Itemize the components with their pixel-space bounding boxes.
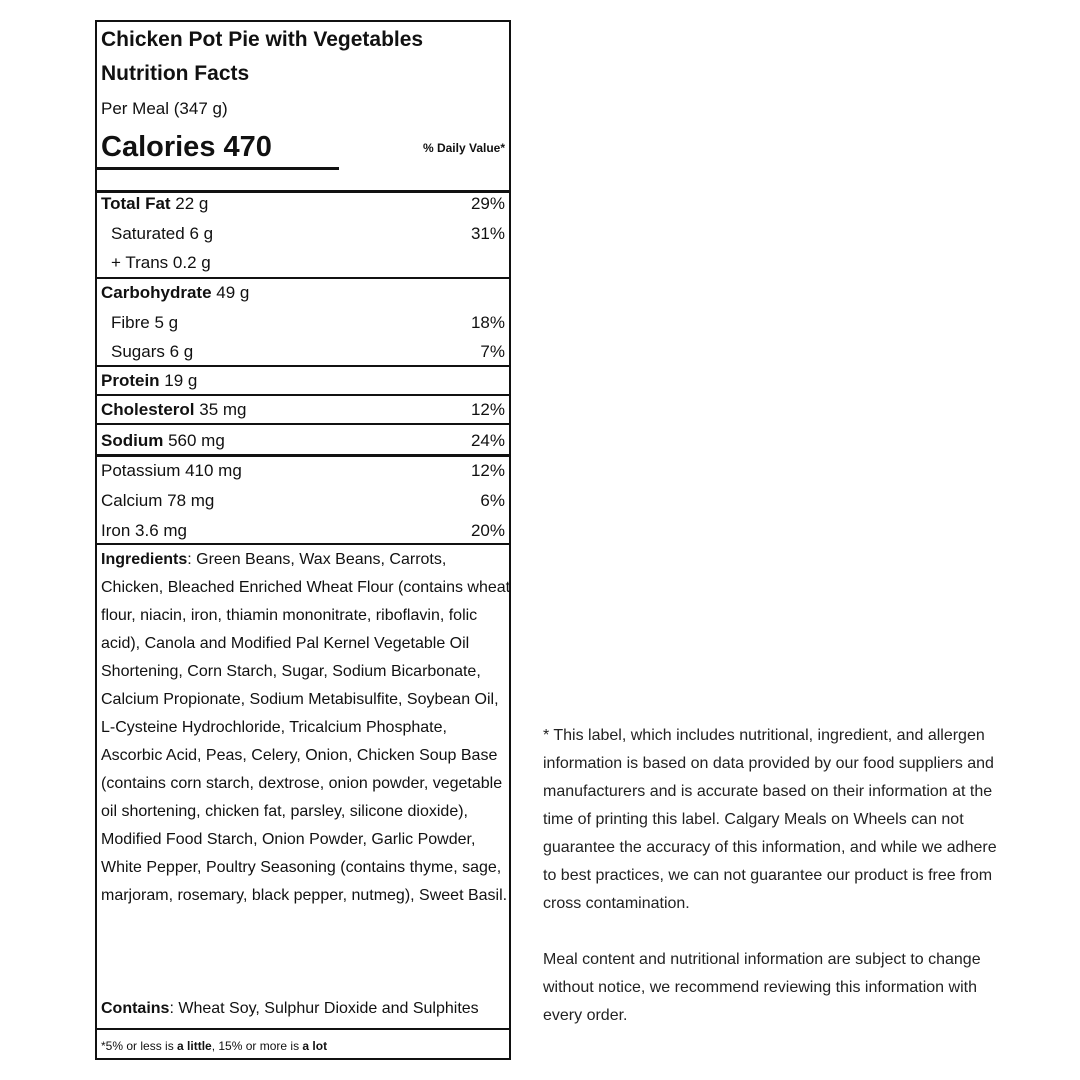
nutrient-pct: 24% <box>470 431 505 450</box>
nutrient-amount: 19 g <box>159 371 198 390</box>
contains-section <box>97 995 511 1023</box>
nutrient-pct: 12% <box>470 461 505 480</box>
ingredients-text: : Green Beans, Wax Beans, Carrots, Chicken, Bleached Enriched Wheat Flour (contains wheat flour, niacin, iron, thiamin mononitrate, riboflavin, folic acid), Canola and Modified Pal Kernel Vegetable Oil Shortening, Corn Starch, Sugar, Sodium Bicarbonate, Calcium Propionate, Sodium Metabisulfite, Soybean Oil, L-Cysteine Hydrochloride, Tricalcium Phosphate, Ascorbic Acid, Peas, Celery, Onion, Chicken Soup Base (contains corn starch, dextrose, onion powder, vegetable oil shortening, chicken fat, parsley, silicone dioxide), Modified Food Starch, Onion Powder, Garlic Powder, White Pepper, Poultry Seasoning (contains thyme, sage, marjoram, rosemary, black pepper, nutmeg), Sweet Basil. <box>101 551 511 904</box>
nutrient-row-iron <box>97 521 509 541</box>
nutrient-amount: 35 mg <box>194 400 247 419</box>
nutrient-name: Protein <box>101 371 160 390</box>
nutrient-name: Sodium <box>101 431 164 450</box>
divider <box>97 423 509 425</box>
nutrient-name: Iron 3.6 mg <box>101 521 187 540</box>
divider <box>97 277 509 279</box>
nutrient-row-carbohydrate <box>97 283 509 303</box>
daily-value-footnote: *5% or less is a little, 15% or more is a lot <box>101 1039 328 1053</box>
nutrition-label <box>95 20 511 1060</box>
serving-size: Per Meal (347 g) <box>101 99 228 118</box>
nutrient-row-cholesterol <box>97 400 509 420</box>
nutrient-amount: 49 g <box>211 283 250 302</box>
nutrient-name: Total Fat <box>101 194 171 213</box>
nutrient-row-fibre <box>97 313 509 333</box>
calories: Calories 470 <box>101 131 272 163</box>
nutrient-name: + Trans 0.2 g <box>111 253 211 272</box>
nutrient-row-saturated <box>97 224 509 244</box>
nutrient-name: Carbohydrate <box>101 283 212 302</box>
nutrient-pct: 29% <box>470 194 505 213</box>
nutrient-amount: 560 mg <box>163 431 225 450</box>
daily-value-header: % Daily Value* <box>422 141 505 155</box>
nutrient-amount: 22 g <box>170 194 209 213</box>
nutrient-pct: 18% <box>470 313 505 332</box>
nutrient-pct: 6% <box>480 491 505 510</box>
nutrient-name: Potassium 410 mg <box>101 461 242 480</box>
disclaimer <box>543 722 1013 1058</box>
divider <box>97 1028 509 1030</box>
nutrient-pct: 12% <box>470 400 505 419</box>
disclaimer-paragraph: * This label, which includes nutritional, ingredient, and allergen information is based on data provided by our food suppliers and manufacturers and is accurate based on their information at the time of printing this label. Calgary Meals on Wheels can not guarantee the accuracy of this information, and while we adhere to best practices, we can not guarantee our product is free from cross contamination. <box>543 727 997 912</box>
nutrient-pct: 31% <box>470 224 505 243</box>
contains-text: : Wheat Soy, Sulphur Dioxide and Sulphites <box>169 1000 479 1017</box>
nutrient-pct: 7% <box>480 342 505 361</box>
nutrient-row-calcium <box>97 491 509 511</box>
nutrient-row-total-fat <box>97 194 509 214</box>
nutrient-name: Saturated 6 g <box>111 224 214 243</box>
nutrient-name: Calcium 78 mg <box>101 491 215 510</box>
divider <box>97 543 509 545</box>
calories-divider <box>97 167 339 170</box>
nutrient-name: Fibre 5 g <box>111 313 179 332</box>
nutrient-row-protein <box>97 371 509 391</box>
divider <box>97 394 509 396</box>
product-title: Chicken Pot Pie with Vegetables <box>101 28 424 51</box>
contains-label: Contains <box>101 1000 170 1017</box>
divider <box>97 365 509 367</box>
nutrient-row-potassium <box>97 461 509 481</box>
ingredients-section <box>97 546 511 910</box>
disclaimer-paragraph: Meal content and nutritional information are subject to change without notice, we recommend reviewing this information with every order. <box>543 951 981 1024</box>
nutrient-name: Sugars 6 g <box>111 342 194 361</box>
nutrient-row-trans <box>97 253 509 273</box>
nutrient-row-sugars <box>97 342 509 362</box>
thick-divider <box>97 454 509 457</box>
nutrient-pct: 20% <box>470 521 505 540</box>
nutrition-facts-heading: Nutrition Facts <box>101 62 250 85</box>
nutrient-row-sodium <box>97 431 509 451</box>
ingredients-label: Ingredients <box>101 551 188 568</box>
nutrient-name: Cholesterol <box>101 400 195 419</box>
thick-divider <box>97 190 509 193</box>
